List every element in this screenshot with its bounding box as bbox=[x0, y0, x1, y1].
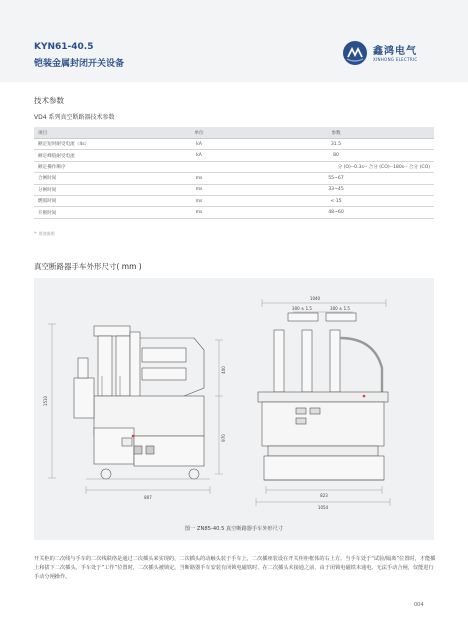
row-unit: kA bbox=[160, 150, 238, 161]
page-number: 004 bbox=[414, 602, 424, 608]
xinhong-logo-icon bbox=[342, 40, 368, 66]
row-value: 55~67 bbox=[238, 173, 434, 184]
row-value: 80 bbox=[238, 150, 434, 161]
figure-caption: 图一 ZN85-40.5 真空断路器手车外形尺寸 bbox=[184, 526, 284, 532]
table-row bbox=[34, 173, 434, 184]
row-item: 燃弧时间 bbox=[34, 195, 160, 206]
row-value: 分 (O)--0.3s-- 合分 (CO)--180s-- 合分 (CO) bbox=[238, 161, 434, 172]
logo-text-en: XINHONG ELECTRIC bbox=[373, 57, 418, 62]
dim-overall-width: 1040 bbox=[309, 296, 321, 301]
product-name: 铠装金属封闭开关设备 bbox=[34, 59, 125, 69]
table-note: *: 用途说明 bbox=[34, 231, 55, 236]
row-value: 31.5 bbox=[238, 139, 434, 150]
row-item: 额定峰值耐受电流 bbox=[34, 150, 160, 161]
row-unit bbox=[160, 161, 238, 172]
product-model: KYN61-40.5 bbox=[34, 42, 94, 52]
dim-depth: 807 bbox=[144, 495, 152, 500]
breaker-truck-drawing bbox=[34, 278, 434, 540]
row-item: 额定操作顺序 bbox=[34, 161, 160, 172]
row-item: 开断时间 bbox=[34, 207, 160, 218]
dim-height-upper: 400 bbox=[221, 366, 226, 374]
col-item: 项目 bbox=[34, 127, 160, 139]
body-paragraph: 开关柜的二次线与手车的二次线联络是通过二次插头来实现的，二次插头的动触头装于手车上，二次插座装设在开关柜柜框体的右上方。当手车处于“试验/隔离”位置时，才能插上和拔下二次插头。手车处于“工作”位置时，二次插头被锁定。当断路器手车安装有闭锁电磁铁时，在二次插头未接通之前，由于闭锁电磁铁未通电，无法手动合闸，仅能进行手动分闸操作。 bbox=[34, 556, 436, 580]
col-unit: 单位 bbox=[160, 127, 238, 139]
red-marker-icon bbox=[132, 435, 135, 438]
col-value: 参数 bbox=[238, 127, 434, 139]
dim-height-lower: 970 bbox=[221, 434, 226, 442]
brand-logo bbox=[342, 40, 442, 68]
row-item: 分闸时间 bbox=[34, 184, 160, 195]
row-item: 合闸时间 bbox=[34, 173, 160, 184]
drawing-area bbox=[34, 278, 434, 540]
row-value: 48~60 bbox=[238, 207, 434, 218]
table-row bbox=[34, 184, 434, 195]
table-row bbox=[34, 207, 434, 218]
spec-table bbox=[34, 127, 434, 219]
row-unit: ms bbox=[160, 207, 238, 218]
row-value: 33~45 bbox=[238, 184, 434, 195]
dim-pole-spacing-right: 300 ± 1.5 bbox=[330, 306, 350, 311]
row-unit: ms bbox=[160, 184, 238, 195]
row-unit: kA bbox=[160, 139, 238, 150]
red-marker-icon bbox=[363, 395, 366, 398]
table-row bbox=[34, 139, 434, 150]
table-row bbox=[34, 195, 434, 206]
dim-track-width: 823 bbox=[320, 493, 328, 498]
row-item: 额定短时耐受电流（4s） bbox=[34, 139, 160, 150]
logo-text-cn: 鑫鸿电气 bbox=[373, 46, 417, 57]
dim-base-width: 1054 bbox=[317, 505, 329, 510]
table-row bbox=[34, 161, 434, 172]
table-header-row bbox=[34, 127, 434, 139]
row-unit: ms bbox=[160, 173, 238, 184]
tech-subheading: VD4 系列真空断路器技术参数 bbox=[34, 114, 115, 121]
dim-pole-spacing-left: 300 ± 1.5 bbox=[292, 306, 312, 311]
row-value: < 15 bbox=[238, 195, 434, 206]
drawing-heading: 真空断路器手车外形尺寸( mm ) bbox=[34, 262, 142, 271]
tech-heading: 技术参数 bbox=[34, 96, 64, 105]
dim-height-total: 1510 bbox=[43, 395, 48, 407]
row-unit: ms bbox=[160, 195, 238, 206]
table-row bbox=[34, 150, 434, 161]
